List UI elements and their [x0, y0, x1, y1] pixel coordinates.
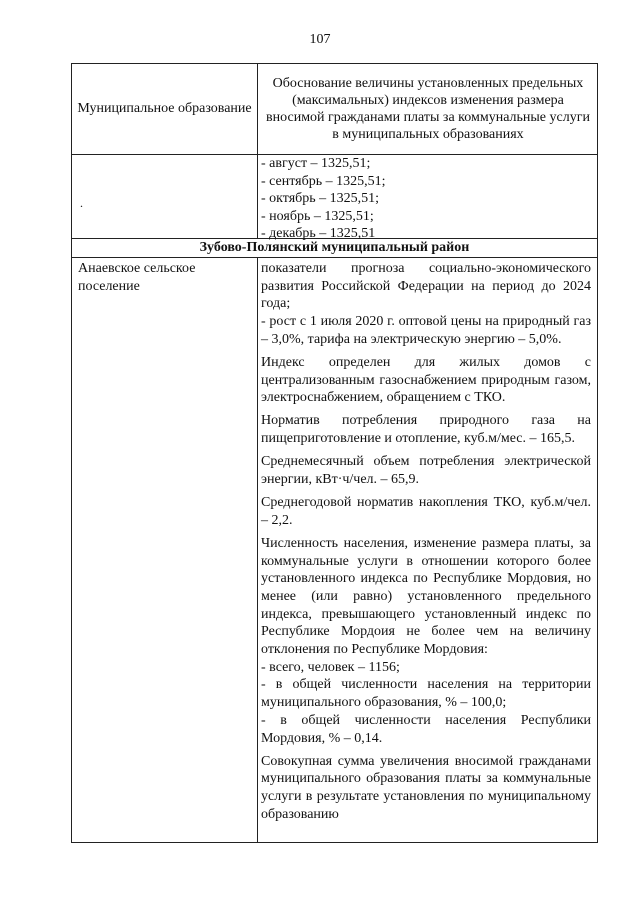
paragraph: Индекс определен для жилых домов с централизованным газоснабжением природным газом, электроснабжением, обращением с ТКО.	[261, 354, 591, 406]
region-bottom-line	[72, 257, 597, 258]
paragraph: - всего, человек – 1156;	[261, 659, 400, 675]
paragraph: показатели прогноза социально-экономического развития Российской Федерации на период до 2024 года;	[261, 261, 591, 312]
justification-text	[261, 260, 591, 829]
paragraph: Среднемесячный объем потребления электрической энергии, кВт·ч/чел. – 65,9.	[261, 454, 591, 487]
month-item: - сентябрь – 1325,51;	[261, 173, 386, 189]
paragraph: - рост с 1 июля 2020 г. оптовой цены на природный газ – 3,0%, тарифа на электрическую энергию – 5,0%.	[261, 314, 591, 347]
paragraph: - в общей численности населения Республики Мордовия, % – 0,14.	[261, 712, 591, 746]
header-municipality: Муниципальное образование	[77, 101, 252, 116]
paragraph: Норматив потребления природного газа на пищеприготовление и отопление, куб.м/мес. – 165,5.	[261, 413, 591, 447]
stray-dot: .	[80, 196, 83, 210]
justification-table	[71, 63, 598, 843]
month-item: - ноябрь – 1325,51;	[261, 208, 374, 224]
paragraph: Численность населения, изменение размера платы, за коммунальные услуги в отношении которого более установленного индекса по Республике Мордовия, но менее (или равно) установленного предельного индекса, превышающего установленный индекс по Республике Мордоия не более чем на величину отклонения по Республике Мордовия:	[261, 535, 591, 658]
paragraph: Совокупная сумма увеличения вносимой гражданами муниципального образования платы за коммунальные услуги в результате установления по муниципальному образованию	[261, 753, 591, 822]
page-number: 107	[309, 32, 331, 47]
paragraph: Среднегодовой норматив накопления ТКО, куб.м/чел. – 2,2.	[261, 495, 591, 528]
column-divider-bottom	[257, 257, 258, 843]
region-title: Зубово-Полянский муниципальный район	[199, 240, 470, 255]
month-item: - август – 1325,51;	[261, 156, 371, 171]
paragraph: - в общей численности населения на территории муниципального образования, % – 100,0;	[261, 677, 591, 711]
month-item: - декабрь – 1325,51	[261, 226, 376, 242]
header-justification: Обоснование величины установленных предельных (максимальных) индексов изменения размера вносимой гражданами платы за коммунальные услуги в муниципальных образованиях	[266, 76, 590, 142]
municipality-name: Анаевское сельское поселение	[78, 261, 196, 294]
month-item: - октябрь – 1325,51;	[261, 191, 380, 207]
month-list	[261, 155, 591, 243]
